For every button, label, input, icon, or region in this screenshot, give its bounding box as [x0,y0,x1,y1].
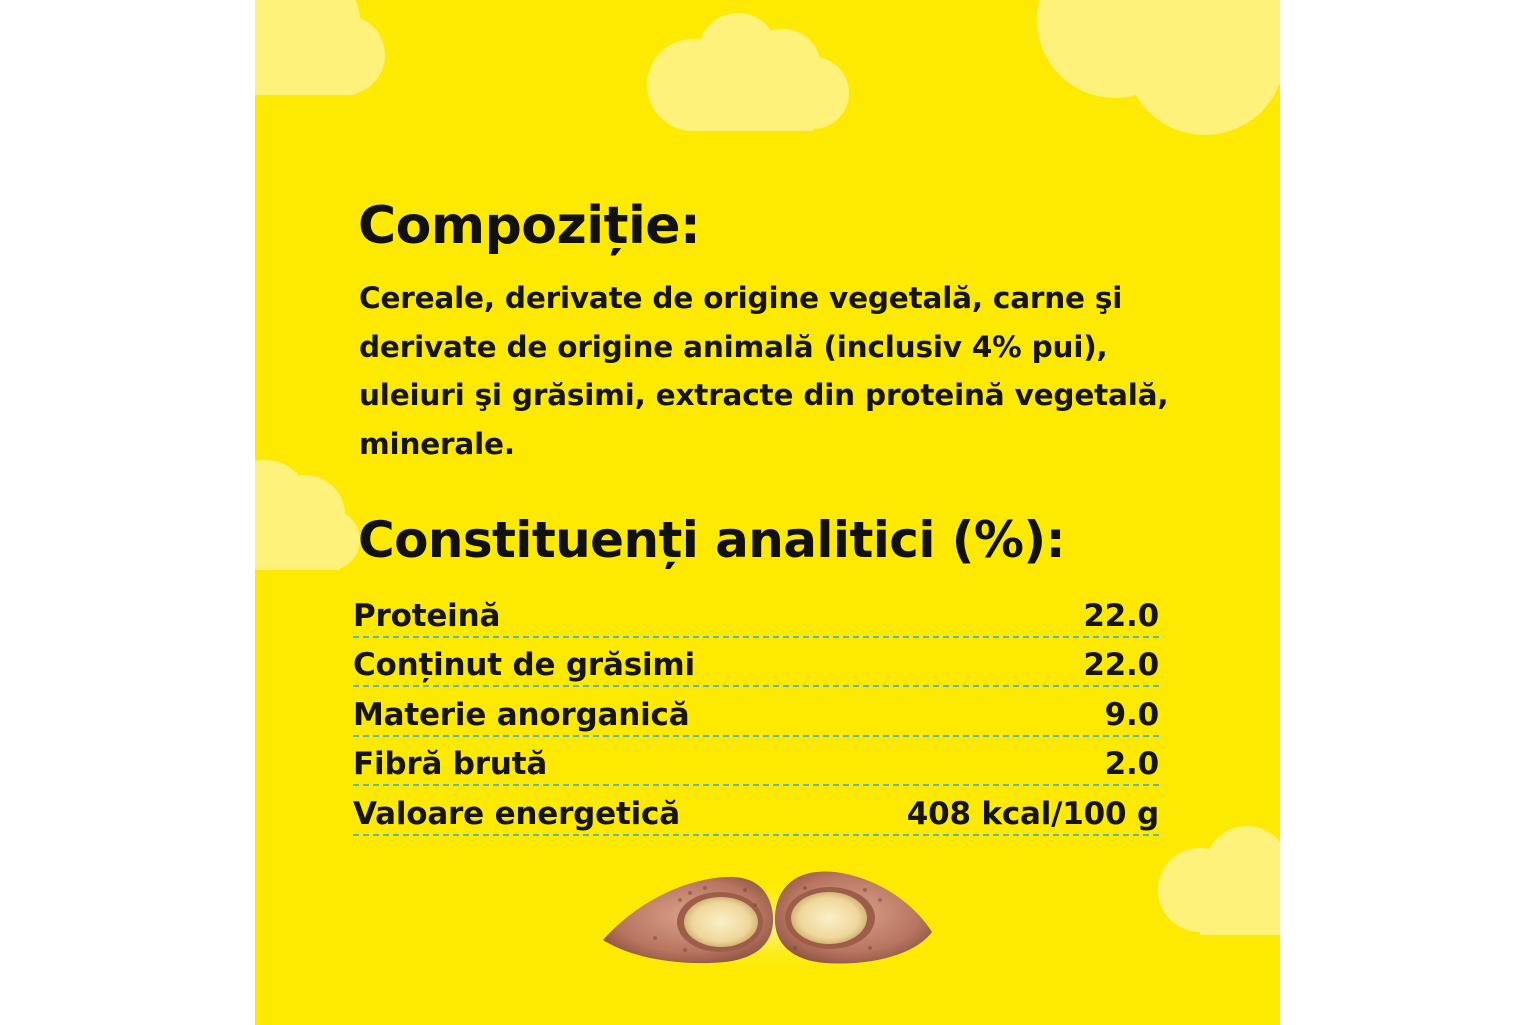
table-row [353,687,1159,737]
row-value: 9.0 [1104,696,1159,733]
row-label: Conținut de grăsimi [353,647,695,683]
row-label: Fibră brută [353,746,548,782]
row-label: Proteină [353,597,501,634]
row-label: Valoare energetică [353,795,680,832]
table-row [353,638,1159,688]
cloud-decoration [255,450,370,585]
cloud-decoration [255,0,385,110]
row-value: 408 kcal/100 g [906,795,1159,832]
row-value: 22.0 [1083,597,1159,634]
cloud-decoration [1035,0,1280,145]
composition-text: Cereale, derivate de origine vegetală, carne şi derivate de origine animală (inclusiv 4% pui), uleiuri şi grăsimi, extracte din proteină vegetală, minerale. [359,281,1169,461]
analytic-constituents-table [353,588,1159,836]
row-value: 22.0 [1083,647,1159,683]
treat-pillow-image [595,860,940,984]
composition-heading: Compoziție: [358,196,701,256]
cloud-decoration [643,5,858,140]
analytic-constituents-heading: Constituenți analitici (%): [358,511,1066,569]
table-row [353,588,1159,638]
row-label: Materie anorganică [353,696,690,733]
product-info-panel [255,0,1280,1025]
cloud-decoration [1155,820,1280,950]
table-row [353,786,1159,836]
table-row [353,737,1159,787]
row-value: 2.0 [1104,746,1159,782]
